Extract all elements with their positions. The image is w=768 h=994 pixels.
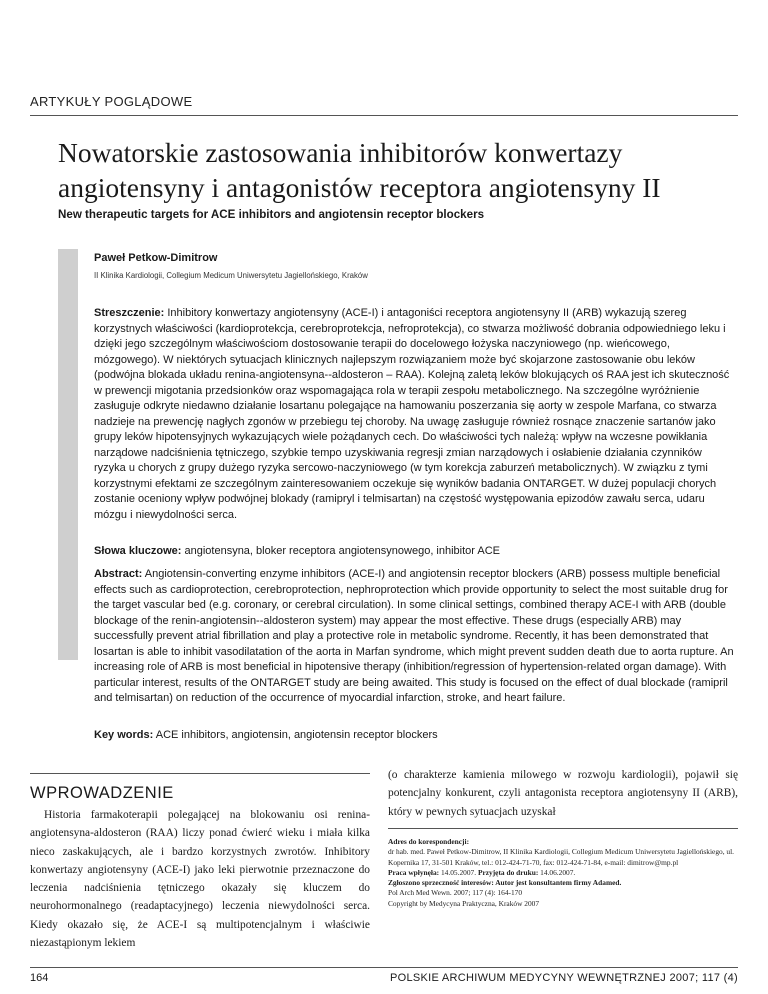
article-title: Nowatorskie zastosowania inhibitorów konwertazy angiotensyny i antagonistów receptora angiotensyny II [58, 137, 661, 203]
page-number: 164 [30, 972, 49, 984]
correspondence-dates [388, 868, 738, 878]
correspondence-label: Adres do korespondencji: [388, 837, 470, 846]
author-affiliation: II Klinika Kardiologii, Collegium Medicum Uniwersytetu Jagiellońskiego, Kraków [94, 271, 368, 280]
keywords-polish-text: angiotensyna, bloker receptora angiotensynowego, inhibitor ACE [184, 545, 501, 557]
received-label: Praca wpłynęła: [388, 867, 440, 877]
correspondence-address: dr hab. med. Paweł Petkow-Dimitrow, II Klinika Kardiologii, Collegium Medicum Uniwersytetu Jagiellońskiego, ul. Kopernika 17, 31-501 Kraków, tel.: 012-424-71-70, fax: 012-424-71-84, e-mail: dimitrow@mp.pl [388, 847, 735, 867]
footer-rule [30, 967, 738, 968]
author-name: Paweł Petkow-Dimitrow [94, 252, 218, 264]
accepted-label: Przyjęta do druku: [477, 867, 539, 877]
keywords-english [94, 728, 734, 744]
header-rule [30, 115, 738, 116]
keywords-english-label: Key words: [94, 729, 154, 741]
accepted-date: 14.06.2007. [540, 867, 576, 877]
abstract-polish-label: Streszczenie: [94, 307, 165, 319]
keywords-polish-label: Słowa kluczowe: [94, 545, 182, 557]
article-subtitle: New therapeutic targets for ACE inhibitors and angiotensin receptor blockers [58, 208, 485, 221]
conflict-of-interest: Zgłoszono sprzeczność interesów: Autor jest konsultantem firmy Adamed. [388, 878, 622, 888]
received-date: 14.05.2007. [440, 867, 477, 877]
keywords-english-text: ACE inhibitors, angiotensin, angiotensin receptor blockers [155, 729, 438, 741]
intro-paragraph-right: (o charakterze kamienia milowego w rozwoju kardiologii), pojawił się potencjalny konkurent, czyli antagonista receptora angiotensyny II (ARB), który w pewnych sytuacjach uzyskał [388, 769, 738, 818]
abstract-polish [94, 306, 734, 523]
abstract-english [94, 567, 734, 707]
section-label: ARTYKUŁY POGLĄDOWE [30, 94, 193, 109]
keywords-polish [94, 544, 734, 560]
section-heading-rule [30, 773, 370, 774]
citation: Pol Arch Med Wewn. 2007; 117 (4): 164-170 [388, 888, 523, 898]
abstract-english-text: Angiotensin-converting enzyme inhibitors (ACE-I) and angiotensin receptor blockers (ARB) possess multiple beneficial effects such as cardioprotection, cerebroprotection, nephroprotection which provide opportunity to select the most suitable drug for the target vascular bed (e.g. coronary, or cerebral circulation). In some clinical settings, combined therapy ACE-I with ARB (double blockage of the renin-angiotensin--aldosteron system) may appear the most effective. These drugs (especially ARB) may successfully prevent atrial fibrillation and play a protective role in metabolic syndrome. Recently, it has been demonstrated that losartan is able to inhibit vasodilatation of the aorta in Marfan syndrome, which might prevent sudden death due to aorta rupture. An increasing role of ARB is most beneficial in hipotensive therapy (inhibition/regression of hypertension-related organ damage). With particular interest, results of the ONTARGET study are being awaited. This study is focused on the effect of dual blockade (ramipril and telmisartan) on reduction of the occurrence of myocardial infarction, stroke, and heart failure. [94, 568, 734, 704]
journal-name: POLSKIE ARCHIWUM MEDYCYNY WEWNĘTRZNEJ 2007; 117 (4) [389, 972, 738, 984]
section-heading-introduction: WPROWADZENIE [30, 784, 174, 802]
abstract-polish-text: Inhibitory konwertazy angiotensyny (ACE-I) i antagoniści receptora angiotensyny II (ARB) wykazują szereg korzystnych właściwości (kardioprotekcja, cerebroprotekcja, nefroprotekcja), co stwarza możliwość dobrania odpowiedniego leku i dzięki jego szczególnym właściwościom dostosowanie terapii do docelowego łożyska naczyniowego (np. wieńcowego, mózgowego). W niektórych sytuacjach klinicznych najlepszym rozwiązaniem może być skojarzone zastosowanie obu leków (podwójna blokada układu renina-angiotensyna--aldosteron – RAA). Kolejną zaletą leków blokujących oś RAA jest ich skuteczność w prewencji migotania przedsionków oraz wspomagająca rola w terapii zespołu metabolicznego. Na szczególne wyróżnienie zasługuje odkryte niedawno działanie losartanu polegające na hamowaniu poszerzania się aorty w zespole Marfana, co stwarza nadzieje na prewencję nagłych zgonów w przebiegu tej choroby. Na uwagę zasługuje również rosnące znaczenie sartanów jako grupy leków hipotensyjnych wykazujących wiele pożądanych cech. Do właściwości tych należą: wpływ na wczesne powikłania narządowe nadciśnienia tętniczego, szybkie tempo uzyskiwania regresji zmian narządowych i osłabienie działania czynników ryzyka u chorych z grupy dużego ryzyka sercowo-naczyniowego (w tym korekcja zaburzeń metabolicznych). W związku z tymi korzystnymi efektami ze szczególnym zainteresowaniem oczekuje się wyników badania ONTARGET. W dużej populacji chorych zostanie oceniony wpływ podwójnej blokady (ramipryl i telmisartan) na częstość występowania epizodów zawału serca, udaru mózgu i niewydolności serca. [94, 307, 730, 521]
intro-paragraph-left: Historia farmakoterapii polegającej na blokowaniu osi renina-angiotensyna-aldosteron (RAA) liczy ponad ćwierć wieku i miała kilka nieco zaskakujących, ale i bardzo korzystnych zwrotów. Inhibitory konwertazy angiotensyny (ACE-I) jako leki pierwotnie przeznaczone do leczenia nadciśnienia tętniczego okazały się kluczem do neurohormonalnego (readaptacyjnego) leczenia niewydolności serca. Kiedy okazało się, że ACE-I są multipotencjalnym i właściwie niezastąpionym lekiem [30, 809, 370, 950]
abstract-english-label: Abstract: [94, 568, 143, 580]
abstract-sidebar-bar [58, 249, 78, 660]
copyright: Copyright by Medycyna Praktyczna, Kraków 2007 [388, 898, 540, 908]
correspondence-box [388, 828, 738, 909]
